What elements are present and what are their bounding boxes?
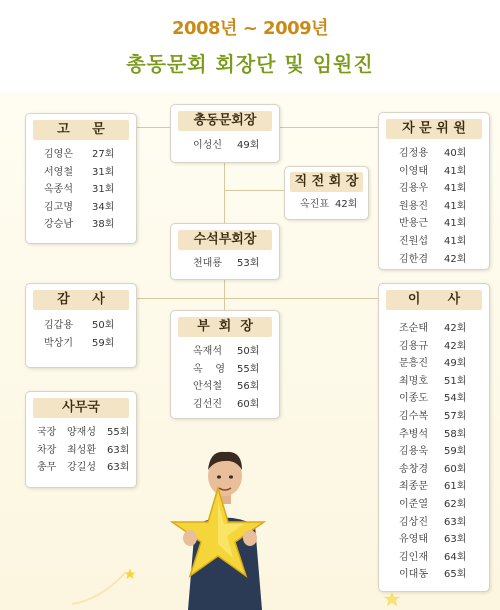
member-row	[399, 198, 489, 216]
member-name: 김인재	[399, 551, 428, 563]
member-name: 박상기	[44, 337, 73, 349]
secretariat-list	[37, 424, 133, 477]
consultants-box	[378, 112, 490, 270]
member-name: 이준열	[399, 498, 428, 510]
president-box	[170, 104, 280, 163]
advisors-box	[25, 113, 137, 244]
member-name: 김용우	[399, 183, 428, 195]
member-row	[37, 424, 133, 442]
member-name: 김영은	[44, 149, 73, 160]
member-row	[37, 459, 133, 477]
member-row	[44, 199, 134, 217]
auditors-heading: 감 사	[33, 290, 129, 310]
senior-vp-box	[170, 223, 280, 280]
consultants-heading: 자 문 위 원	[386, 119, 482, 139]
member-term: 58회	[444, 428, 467, 440]
advisors-heading: 고 문	[33, 120, 129, 140]
member-term: 49회	[237, 140, 260, 151]
member-term: 63회	[444, 516, 467, 528]
secretariat-box	[25, 391, 137, 488]
member-row	[399, 355, 489, 373]
member-term: 60회	[444, 463, 467, 475]
member-row	[399, 514, 489, 532]
member-row	[399, 549, 489, 567]
member-term: 56회	[237, 381, 260, 393]
member-role: 차장	[37, 444, 57, 456]
member-term: 59회	[92, 337, 115, 349]
member-name: 이영태	[399, 165, 428, 177]
page-title: 2008년 ~ 2009년	[171, 18, 329, 39]
member-row	[44, 317, 134, 335]
member-row	[300, 196, 365, 214]
member-row	[399, 145, 489, 163]
member-term: 42회	[444, 323, 467, 334]
member-term: 31회	[92, 166, 115, 178]
member-row	[399, 566, 489, 584]
member-row	[399, 163, 489, 181]
member-name: 추병석	[399, 428, 428, 440]
page-subtitle: 총동문회 회장단 및 임원진	[126, 52, 374, 76]
consultants-list	[399, 145, 489, 268]
member-row	[399, 426, 489, 444]
member-row	[44, 181, 134, 199]
member-term: 50회	[92, 320, 115, 331]
member-name: 강길성	[67, 462, 96, 474]
member-term: 59회	[444, 446, 467, 458]
member-name: 김갑용	[44, 320, 73, 331]
member-name: 문흥진	[399, 358, 428, 370]
member-name: 옥 영	[193, 363, 226, 375]
member-name: 옥진표	[300, 199, 329, 210]
former-president-heading: 직 전 회 장	[290, 172, 363, 192]
member-name: 옥종석	[44, 184, 73, 196]
member-name: 천대룡	[193, 258, 222, 269]
member-row	[399, 408, 489, 426]
former-president-list	[300, 196, 365, 214]
connector-line	[279, 127, 378, 128]
member-name: 김정용	[399, 148, 428, 159]
member-row	[399, 180, 489, 198]
small-star-icon	[383, 590, 401, 608]
member-row	[193, 137, 273, 155]
member-name: 양재성	[67, 427, 96, 438]
member-term: 42회	[444, 253, 467, 265]
member-row	[193, 396, 273, 414]
member-term: 63회	[107, 462, 130, 474]
member-name: 최성환	[67, 444, 96, 456]
connector-line	[135, 127, 171, 128]
member-row	[399, 461, 489, 479]
member-row	[399, 478, 489, 496]
member-role: 국장	[37, 427, 57, 438]
member-term: 50회	[237, 346, 260, 357]
member-row	[399, 320, 489, 338]
connector-line	[224, 162, 225, 224]
member-name: 강승남	[44, 219, 73, 231]
member-name: 서영철	[44, 166, 73, 178]
member-term: 41회	[444, 218, 467, 230]
member-name: 이성신	[193, 140, 222, 151]
member-name: 김선진	[193, 398, 222, 410]
member-name: 조순태	[399, 323, 428, 334]
president-list	[193, 137, 273, 155]
member-role: 총무	[37, 462, 57, 474]
member-term: 55회	[237, 363, 260, 375]
member-term: 27회	[92, 149, 115, 160]
member-term: 40회	[444, 148, 467, 159]
member-name: 김용규	[399, 340, 428, 352]
former-president-box	[284, 166, 369, 220]
member-row	[399, 531, 489, 549]
member-term: 63회	[107, 444, 130, 456]
vice-presidents-list	[193, 343, 273, 413]
member-name: 송창경	[399, 463, 428, 475]
member-term: 42회	[335, 199, 358, 210]
member-row	[193, 361, 273, 379]
auditors-list	[44, 317, 134, 352]
member-name: 진원섭	[399, 235, 428, 247]
member-term: 49회	[444, 358, 467, 370]
member-term: 57회	[444, 410, 467, 422]
member-name: 김용욱	[399, 446, 428, 458]
member-name: 최종문	[399, 481, 428, 493]
sparkle-trail-decoration	[70, 560, 140, 605]
member-row	[44, 164, 134, 182]
member-name: 김고명	[44, 201, 73, 213]
member-name: 원용진	[399, 200, 428, 212]
auditors-box	[25, 283, 137, 368]
member-term: 55회	[107, 427, 130, 438]
connector-line	[224, 278, 225, 310]
member-row	[399, 338, 489, 356]
member-row	[44, 216, 134, 234]
member-term: 65회	[444, 569, 467, 581]
member-row	[399, 215, 489, 233]
member-row	[193, 255, 273, 273]
directors-heading: 이 사	[386, 290, 482, 310]
member-row	[193, 378, 273, 396]
member-name: 김상진	[399, 516, 428, 528]
member-term: 41회	[444, 165, 467, 177]
member-name: 이종도	[399, 393, 428, 405]
member-term: 41회	[444, 200, 467, 212]
member-name: 반용근	[399, 218, 428, 230]
member-term: 62회	[444, 498, 467, 510]
member-row	[399, 496, 489, 514]
president-heading: 총동문회장	[178, 111, 272, 131]
member-row	[399, 251, 489, 269]
member-row	[399, 443, 489, 461]
mascot-holding-star-illustration	[170, 430, 280, 610]
advisors-list	[44, 146, 134, 234]
vice-presidents-heading: 부 회 장	[178, 317, 272, 337]
member-term: 34회	[92, 201, 115, 213]
member-term: 42회	[444, 340, 467, 352]
member-term: 38회	[92, 219, 115, 231]
directors-list	[399, 320, 489, 584]
connector-line	[224, 190, 284, 191]
member-term: 63회	[444, 534, 467, 546]
member-term: 53회	[237, 258, 260, 269]
member-term: 60회	[237, 398, 260, 410]
member-term: 41회	[444, 235, 467, 247]
member-term: 61회	[444, 481, 467, 493]
member-row	[193, 343, 273, 361]
senior-vp-heading: 수석부회장	[178, 230, 272, 250]
secretariat-heading: 사무국	[33, 398, 129, 418]
member-term: 64회	[444, 551, 467, 563]
member-name: 김수복	[399, 410, 428, 422]
member-name: 안석철	[193, 381, 222, 393]
directors-box	[378, 283, 490, 592]
member-row	[44, 146, 134, 164]
connector-line	[135, 298, 378, 299]
member-name: 김한겸	[399, 253, 428, 265]
member-term: 51회	[444, 375, 467, 387]
member-name: 유영태	[399, 534, 428, 546]
member-term: 31회	[92, 184, 115, 196]
member-row	[37, 442, 133, 460]
member-name: 이대동	[399, 569, 428, 581]
member-row	[399, 390, 489, 408]
member-name: 옥재석	[193, 346, 222, 357]
member-row	[399, 373, 489, 391]
member-term: 41회	[444, 183, 467, 195]
vice-presidents-box	[170, 310, 280, 419]
member-row	[44, 335, 134, 353]
member-term: 54회	[444, 393, 467, 405]
senior-vp-list	[193, 255, 273, 273]
member-row	[399, 233, 489, 251]
member-name: 최명호	[399, 375, 428, 387]
